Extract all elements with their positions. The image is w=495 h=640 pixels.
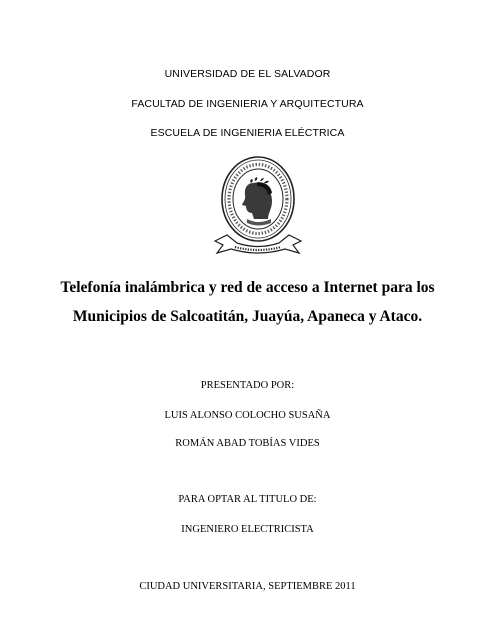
degree-title: INGENIERO ELECTRICISTA <box>181 524 314 535</box>
presented-by-label: PRESENTADO POR: <box>200 380 295 391</box>
degree-label: PARA OPTAR AL TITULO DE: <box>178 494 317 505</box>
author-2: ROMÁN ABAD TOBÍAS VIDES <box>175 438 320 449</box>
faculty-name: FACULTAD DE INGENIERIA Y ARQUITECTURA <box>131 98 364 110</box>
university-name: UNIVERSIDAD DE EL SALVADOR <box>164 68 331 80</box>
university-seal-icon <box>213 153 303 265</box>
school-name: ESCUELA DE INGENIERIA ELÉCTRICA <box>150 127 345 139</box>
thesis-title-line1: Telefonía inalámbrica y red de acceso a Internet para los <box>60 279 435 296</box>
thesis-title-line2: Municipios de Salcoatitán, Juayúa, Apaneca y Ataco. <box>72 308 423 325</box>
place-date: CIUDAD UNIVERSITARIA, SEPTIEMBRE 2011 <box>139 581 356 592</box>
author-1: LUIS ALONSO COLOCHO SUSAÑA <box>164 410 331 421</box>
